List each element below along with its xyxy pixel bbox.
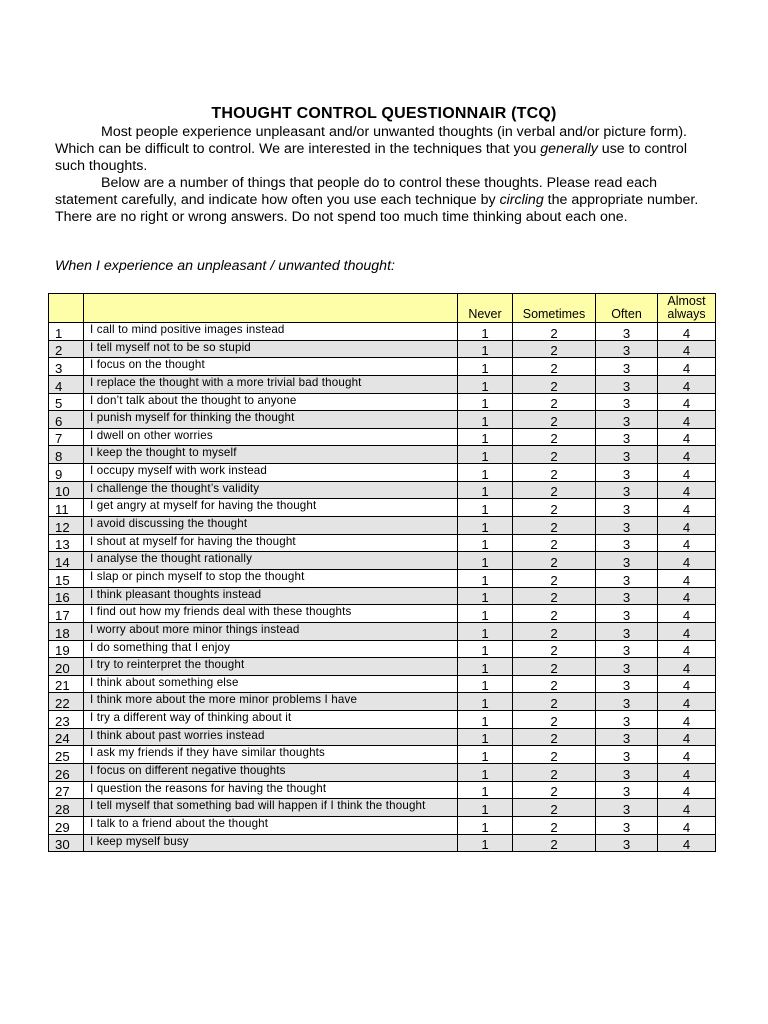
rating-option-almost-always[interactable]: 4 — [658, 358, 716, 376]
rating-option-sometimes[interactable]: 2 — [513, 834, 596, 852]
rating-option-often[interactable]: 3 — [596, 675, 658, 693]
rating-option-almost-always[interactable]: 4 — [658, 587, 716, 605]
item-statement: I find out how my friends deal with these thoughts — [84, 605, 458, 623]
rating-option-almost-always[interactable]: 4 — [658, 834, 716, 852]
item-number: 14 — [49, 552, 84, 570]
rating-option-never[interactable]: 1 — [458, 605, 513, 623]
item-statement: I keep myself busy — [84, 834, 458, 852]
table-prompt: When I experience an unpleasant / unwanted thought: — [55, 258, 395, 274]
item-number: 19 — [49, 640, 84, 658]
rating-option-often[interactable]: 3 — [596, 552, 658, 570]
rating-option-almost-always[interactable]: 4 — [658, 323, 716, 341]
rating-option-never[interactable]: 1 — [458, 746, 513, 764]
instructions-emphasis: circling — [499, 192, 544, 208]
item-number: 20 — [49, 658, 84, 676]
table-row — [49, 675, 716, 693]
item-statement: I think about past worries instead — [84, 728, 458, 746]
item-number: 25 — [49, 746, 84, 764]
rating-option-often[interactable]: 3 — [596, 711, 658, 729]
item-statement: I dwell on other worries — [84, 428, 458, 446]
rating-option-often[interactable]: 3 — [596, 393, 658, 411]
rating-option-almost-always[interactable]: 4 — [658, 728, 716, 746]
table-row — [49, 499, 716, 517]
rating-option-never[interactable]: 1 — [458, 411, 513, 429]
rating-option-almost-always[interactable]: 4 — [658, 781, 716, 799]
rating-option-often[interactable]: 3 — [596, 358, 658, 376]
tcq-table-body — [49, 294, 716, 852]
item-number: 9 — [49, 464, 84, 482]
rating-option-often[interactable]: 3 — [596, 622, 658, 640]
rating-option-sometimes[interactable]: 2 — [513, 693, 596, 711]
rating-option-sometimes[interactable]: 2 — [513, 711, 596, 729]
rating-option-never[interactable]: 1 — [458, 799, 513, 817]
rating-option-sometimes[interactable]: 2 — [513, 393, 596, 411]
rating-option-sometimes[interactable]: 2 — [513, 587, 596, 605]
instructions — [55, 124, 715, 226]
item-statement: I replace the thought with a more trivial bad thought — [84, 375, 458, 393]
rating-option-almost-always[interactable]: 4 — [658, 764, 716, 782]
rating-option-sometimes[interactable]: 2 — [513, 622, 596, 640]
item-number: 15 — [49, 569, 84, 587]
rating-option-sometimes[interactable]: 2 — [513, 446, 596, 464]
rating-option-often[interactable]: 3 — [596, 693, 658, 711]
instructions-paragraph-1 — [55, 124, 715, 175]
rating-option-almost-always[interactable]: 4 — [658, 693, 716, 711]
item-statement: I think pleasant thoughts instead — [84, 587, 458, 605]
item-number: 13 — [49, 534, 84, 552]
rating-option-sometimes[interactable]: 2 — [513, 552, 596, 570]
item-statement: I keep the thought to myself — [84, 446, 458, 464]
rating-option-never[interactable]: 1 — [458, 517, 513, 535]
rating-option-almost-always[interactable]: 4 — [658, 622, 716, 640]
item-statement: I worry about more minor things instead — [84, 622, 458, 640]
rating-option-sometimes[interactable]: 2 — [513, 499, 596, 517]
rating-option-never[interactable]: 1 — [458, 816, 513, 834]
rating-option-never[interactable]: 1 — [458, 640, 513, 658]
rating-option-often[interactable]: 3 — [596, 323, 658, 341]
rating-option-almost-always[interactable]: 4 — [658, 481, 716, 499]
table-row — [49, 340, 716, 358]
rating-option-never[interactable]: 1 — [458, 534, 513, 552]
rating-option-sometimes[interactable]: 2 — [513, 464, 596, 482]
item-statement: I focus on the thought — [84, 358, 458, 376]
table-row — [49, 728, 716, 746]
table-row — [49, 834, 716, 852]
rating-option-almost-always[interactable]: 4 — [658, 340, 716, 358]
table-row — [49, 464, 716, 482]
header-almost-always-line1: Almost — [667, 294, 706, 308]
rating-option-sometimes[interactable]: 2 — [513, 658, 596, 676]
item-number: 11 — [49, 499, 84, 517]
table-row — [49, 711, 716, 729]
rating-option-sometimes[interactable]: 2 — [513, 728, 596, 746]
rating-option-never[interactable]: 1 — [458, 358, 513, 376]
item-number: 4 — [49, 375, 84, 393]
item-number: 10 — [49, 481, 84, 499]
item-number: 16 — [49, 587, 84, 605]
rating-option-almost-always[interactable]: 4 — [658, 393, 716, 411]
rating-option-never[interactable]: 1 — [458, 428, 513, 446]
rating-option-sometimes[interactable]: 2 — [513, 675, 596, 693]
table-row — [49, 534, 716, 552]
rating-option-sometimes[interactable]: 2 — [513, 340, 596, 358]
item-statement: I ask my friends if they have similar thoughts — [84, 746, 458, 764]
rating-option-never[interactable]: 1 — [458, 711, 513, 729]
table-row — [49, 640, 716, 658]
item-number: 3 — [49, 358, 84, 376]
item-number: 23 — [49, 711, 84, 729]
rating-option-never[interactable]: 1 — [458, 464, 513, 482]
rating-option-never[interactable]: 1 — [458, 587, 513, 605]
item-number: 18 — [49, 622, 84, 640]
table-row — [49, 375, 716, 393]
item-number: 21 — [49, 675, 84, 693]
item-number: 12 — [49, 517, 84, 535]
rating-option-sometimes[interactable]: 2 — [513, 640, 596, 658]
instructions-text: Most people experience unpleasant and/or unwanted thoughts (in verbal and/or picture form). Which can be difficult to control. We are interested in the techniques that you — [55, 124, 687, 157]
rating-option-often[interactable]: 3 — [596, 428, 658, 446]
rating-option-never[interactable]: 1 — [458, 393, 513, 411]
table-row — [49, 693, 716, 711]
item-number: 1 — [49, 323, 84, 341]
rating-option-almost-always[interactable]: 4 — [658, 816, 716, 834]
rating-option-often[interactable]: 3 — [596, 799, 658, 817]
item-number: 22 — [49, 693, 84, 711]
item-statement: I try to reinterpret the thought — [84, 658, 458, 676]
header-almost-always-line2: always — [667, 307, 706, 321]
item-number: 6 — [49, 411, 84, 429]
rating-option-sometimes[interactable]: 2 — [513, 569, 596, 587]
rating-option-almost-always[interactable]: 4 — [658, 605, 716, 623]
rating-option-sometimes[interactable]: 2 — [513, 323, 596, 341]
header-almost-always — [658, 294, 716, 323]
rating-option-often[interactable]: 3 — [596, 834, 658, 852]
rating-option-often[interactable]: 3 — [596, 446, 658, 464]
rating-option-sometimes[interactable]: 2 — [513, 781, 596, 799]
table-row — [49, 358, 716, 376]
item-number: 17 — [49, 605, 84, 623]
rating-option-often[interactable]: 3 — [596, 781, 658, 799]
rating-option-almost-always[interactable]: 4 — [658, 428, 716, 446]
item-number: 5 — [49, 393, 84, 411]
rating-option-almost-always[interactable]: 4 — [658, 552, 716, 570]
header-sometimes: Sometimes — [513, 294, 596, 323]
table-row — [49, 428, 716, 446]
item-statement: I try a different way of thinking about it — [84, 711, 458, 729]
rating-option-almost-always[interactable]: 4 — [658, 446, 716, 464]
instructions-emphasis: generally — [540, 141, 598, 157]
rating-option-almost-always[interactable]: 4 — [658, 375, 716, 393]
rating-option-often[interactable]: 3 — [596, 411, 658, 429]
rating-option-often[interactable]: 3 — [596, 640, 658, 658]
page-title: THOUGHT CONTROL QUESTIONNAIR (TCQ) — [211, 105, 557, 122]
table-row — [49, 411, 716, 429]
rating-option-sometimes[interactable]: 2 — [513, 534, 596, 552]
item-statement: I analyse the thought rationally — [84, 552, 458, 570]
rating-option-almost-always[interactable]: 4 — [658, 499, 716, 517]
table-row — [49, 323, 716, 341]
table-row — [49, 587, 716, 605]
rating-option-often[interactable]: 3 — [596, 587, 658, 605]
rating-option-never[interactable]: 1 — [458, 728, 513, 746]
rating-option-almost-always[interactable]: 4 — [658, 675, 716, 693]
rating-option-often[interactable]: 3 — [596, 816, 658, 834]
item-number: 29 — [49, 816, 84, 834]
table-row — [49, 781, 716, 799]
table-row — [49, 569, 716, 587]
rating-option-sometimes[interactable]: 2 — [513, 764, 596, 782]
rating-option-often[interactable]: 3 — [596, 499, 658, 517]
rating-option-often[interactable]: 3 — [596, 464, 658, 482]
item-number: 2 — [49, 340, 84, 358]
rating-option-often[interactable]: 3 — [596, 569, 658, 587]
rating-option-often[interactable]: 3 — [596, 764, 658, 782]
item-statement: I call to mind positive images instead — [84, 323, 458, 341]
table-row — [49, 517, 716, 535]
instructions-paragraph-2 — [55, 175, 715, 226]
item-statement: I occupy myself with work instead — [84, 464, 458, 482]
item-statement: I shout at myself for having the thought — [84, 534, 458, 552]
rating-option-often[interactable]: 3 — [596, 658, 658, 676]
header-statement-cell — [84, 294, 458, 323]
table-row — [49, 658, 716, 676]
item-statement: I slap or pinch myself to stop the thought — [84, 569, 458, 587]
rating-option-almost-always[interactable]: 4 — [658, 746, 716, 764]
rating-option-sometimes[interactable]: 2 — [513, 411, 596, 429]
rating-option-often[interactable]: 3 — [596, 481, 658, 499]
item-number: 8 — [49, 446, 84, 464]
table-row — [49, 481, 716, 499]
item-statement: I question the reasons for having the thought — [84, 781, 458, 799]
item-statement: I talk to a friend about the thought — [84, 816, 458, 834]
rating-option-almost-always[interactable]: 4 — [658, 640, 716, 658]
table-row — [49, 622, 716, 640]
rating-option-almost-always[interactable]: 4 — [658, 658, 716, 676]
rating-option-never[interactable]: 1 — [458, 375, 513, 393]
rating-option-never[interactable]: 1 — [458, 499, 513, 517]
item-statement: I tell myself not to be so stupid — [84, 340, 458, 358]
instructions-text: Below are a number of things that people do to control these thoughts. Please read each statement carefully, and indicate how often you use each technique by — [55, 175, 658, 208]
rating-option-sometimes[interactable]: 2 — [513, 428, 596, 446]
item-number: 27 — [49, 781, 84, 799]
table-row — [49, 393, 716, 411]
item-statement: I focus on different negative thoughts — [84, 764, 458, 782]
rating-option-never[interactable]: 1 — [458, 552, 513, 570]
rating-option-never[interactable]: 1 — [458, 340, 513, 358]
rating-option-often[interactable]: 3 — [596, 605, 658, 623]
table-row — [49, 446, 716, 464]
rating-option-sometimes[interactable]: 2 — [513, 375, 596, 393]
table-row — [49, 816, 716, 834]
rating-option-never[interactable]: 1 — [458, 675, 513, 693]
rating-option-never[interactable]: 1 — [458, 764, 513, 782]
rating-option-almost-always[interactable]: 4 — [658, 569, 716, 587]
rating-option-never[interactable]: 1 — [458, 446, 513, 464]
item-statement: I challenge the thought’s validity — [84, 481, 458, 499]
rating-option-almost-always[interactable]: 4 — [658, 711, 716, 729]
rating-option-sometimes[interactable]: 2 — [513, 517, 596, 535]
rating-option-sometimes[interactable]: 2 — [513, 816, 596, 834]
instructions-text: use to control such thoughts. — [55, 141, 687, 174]
rating-option-never[interactable]: 1 — [458, 781, 513, 799]
item-statement: I punish myself for thinking the thought — [84, 411, 458, 429]
table-header-row — [49, 294, 716, 323]
tcq-table — [48, 293, 716, 852]
rating-option-often[interactable]: 3 — [596, 340, 658, 358]
item-statement: I think about something else — [84, 675, 458, 693]
item-number: 26 — [49, 764, 84, 782]
item-statement: I tell myself that something bad will happen if I think the thought — [84, 799, 458, 817]
item-statement: I don’t talk about the thought to anyone — [84, 393, 458, 411]
item-number: 24 — [49, 728, 84, 746]
item-number: 30 — [49, 834, 84, 852]
header-num-cell — [49, 294, 84, 323]
rating-option-never[interactable]: 1 — [458, 481, 513, 499]
rating-option-never[interactable]: 1 — [458, 323, 513, 341]
item-statement: I do something that I enjoy — [84, 640, 458, 658]
table-row — [49, 746, 716, 764]
rating-option-often[interactable]: 3 — [596, 375, 658, 393]
table-row — [49, 552, 716, 570]
rating-option-sometimes[interactable]: 2 — [513, 481, 596, 499]
rating-option-never[interactable]: 1 — [458, 693, 513, 711]
table-row — [49, 764, 716, 782]
item-number: 7 — [49, 428, 84, 446]
header-never: Never — [458, 294, 513, 323]
rating-option-almost-always[interactable]: 4 — [658, 464, 716, 482]
rating-option-almost-always[interactable]: 4 — [658, 411, 716, 429]
rating-option-almost-always[interactable]: 4 — [658, 517, 716, 535]
item-statement: I avoid discussing the thought — [84, 517, 458, 535]
header-often: Often — [596, 294, 658, 323]
rating-option-often[interactable]: 3 — [596, 728, 658, 746]
rating-option-sometimes[interactable]: 2 — [513, 799, 596, 817]
item-statement: I get angry at myself for having the thought — [84, 499, 458, 517]
rating-option-almost-always[interactable]: 4 — [658, 534, 716, 552]
rating-option-sometimes[interactable]: 2 — [513, 746, 596, 764]
rating-option-never[interactable]: 1 — [458, 834, 513, 852]
rating-option-often[interactable]: 3 — [596, 517, 658, 535]
rating-option-almost-always[interactable]: 4 — [658, 799, 716, 817]
table-row — [49, 605, 716, 623]
rating-option-never[interactable]: 1 — [458, 569, 513, 587]
item-statement: I think more about the more minor problems I have — [84, 693, 458, 711]
item-number: 28 — [49, 799, 84, 817]
table-row — [49, 799, 716, 817]
rating-option-often[interactable]: 3 — [596, 534, 658, 552]
rating-option-sometimes[interactable]: 2 — [513, 605, 596, 623]
instructions-text: the appropriate number. There are no right or wrong answers. Do not spend too much time thinking about each one. — [55, 192, 699, 225]
rating-option-never[interactable]: 1 — [458, 622, 513, 640]
rating-option-sometimes[interactable]: 2 — [513, 358, 596, 376]
rating-option-often[interactable]: 3 — [596, 746, 658, 764]
rating-option-never[interactable]: 1 — [458, 658, 513, 676]
